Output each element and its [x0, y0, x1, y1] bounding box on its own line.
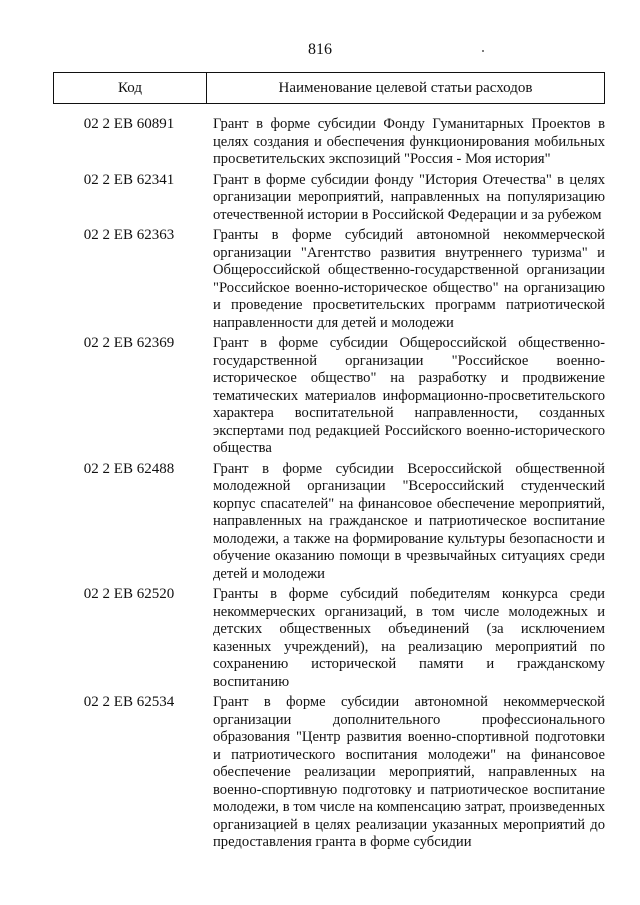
row-description: Гранты в форме субсидий победителям конкурса среди некоммерческих организаций, в том числе молодежных и детских общественных объединений (за исключением казенных учреждений), на реализацию мероприятий по сохранению исторической памяти и гражданскому воспитанию: [213, 586, 605, 690]
row-description: Грант в форме субсидии Фонду Гуманитарных Проектов в целях создания и обеспечения функционирования мобильных просветительских экспозиций "Россия - Моя история": [213, 116, 605, 167]
row-description: Грант в форме субсидии Общероссийской общественно-государственной организации "Российское военно-историческое общество" на разработку и продвижение тематических материалов информационно-просветительского характера воспитательной направленности, созданных экспертами под редакцией Российского военно-исторического общества: [213, 335, 605, 456]
row-code: 02 2 EB 62488: [83, 460, 175, 477]
row-code: 02 2 EB 60891: [83, 116, 175, 132]
table-body: [53, 116, 605, 855]
table-row: [53, 586, 605, 691]
row-code: 02 2 EB 62520: [83, 586, 175, 602]
table-row: [53, 172, 605, 225]
row-code: 02 2 EB 62534: [83, 694, 175, 710]
header-code-label: Код: [54, 73, 207, 103]
row-description: Гранты в форме субсидий автономной некоммерческой организации "Агентство развития внутреннего туризма" и Общероссийской общественно-государственной организации "Российское военно-историческое общество" на организацию и проведение просветительских программ патриотической направленности для детей и молодежи: [213, 227, 605, 331]
table-row: [53, 227, 605, 332]
table-row: [53, 694, 605, 852]
row-description: Грант в форме субсидии автономной некоммерческой организации дополнительного профессионального образования "Центр развития военно-спортивной подготовки и патриотического воспитания молодежи" на финансовое обеспечение реализации мероприятий, направленных на военно-спортивную подготовку и патриотическое воспитание молодежи, в том числе на компенсацию затрат, произведенных организацией в целях реализации указанных мероприятий до предоставления гранта в форме субсидии: [213, 694, 605, 850]
table-header: [53, 72, 605, 104]
table-row: [53, 335, 605, 458]
row-code: 02 2 EB 62369: [83, 335, 175, 351]
page-number: 816: [308, 41, 332, 58]
row-description: Грант в форме субсидии Всероссийской общественной молодежной организации "Всероссийский студенческий корпус спасателей" на финансовое обеспечение мероприятий, направленных на гражданское и патриотическое воспитание молодежи, а также на формирование культуры безопасности и обучение оказанию помощи в чрезвычайных ситуациях среди детей и молодежи: [213, 460, 605, 582]
row-code: 02 2 EB 62341: [83, 171, 175, 188]
row-code: 02 2 EB 62363: [83, 227, 175, 243]
table-row: [53, 116, 605, 169]
header-name-label: Наименование целевой статьи расходов: [278, 79, 533, 96]
table-row: [53, 461, 605, 584]
row-description: Грант в форме субсидии фонду "История Отечества" в целях организации мероприятий, направленных на популяризацию отечественной истории в Российской Федерации и за рубежом: [213, 171, 605, 223]
